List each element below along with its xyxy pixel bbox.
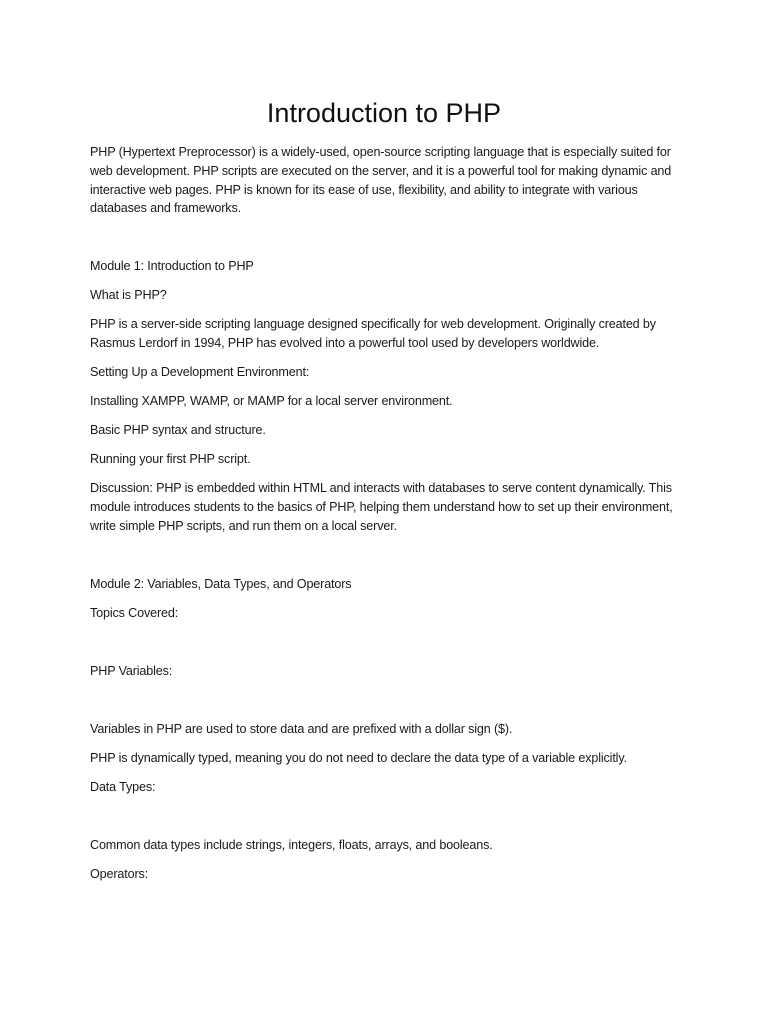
spacer <box>90 691 676 720</box>
spacer <box>90 228 676 257</box>
module1-item: Installing XAMPP, WAMP, or MAMP for a local server environment. <box>90 394 453 409</box>
module1-item: Basic PHP syntax and structure. <box>90 423 266 438</box>
spacer <box>90 807 676 836</box>
module1-what-is: What is PHP? <box>90 288 167 303</box>
module2-topics: Topics Covered: <box>90 605 179 620</box>
module1-discussion: Discussion: PHP is embedded within HTML and interacts with databases to serve content dynamically. This module introduces students to the basics of PHP, helping them understand how to set up their environment, write simple PHP scripts, and run them on a local server. <box>90 481 673 533</box>
intro-paragraph: PHP (Hypertext Preprocessor) is a widely-used, open-source scripting language that is especially suited for web development. PHP scripts are executed on the server, and it is a powerful tool for making dynamic and interactive web pages. PHP is known for its ease of use, flexibility, and ability to integrate with various databases and frameworks. <box>90 145 672 216</box>
page-title: Introduction to PHP <box>266 98 502 128</box>
module2-operators-heading: Operators: <box>90 866 148 881</box>
module2-datatypes-item: Common data types include strings, integers, floats, arrays, and booleans. <box>90 837 493 852</box>
module1-item: Running your first PHP script. <box>90 452 251 467</box>
spacer <box>90 546 676 575</box>
module2-variables-item: Variables in PHP are used to store data and are prefixed with a dollar sign ($). <box>90 721 513 736</box>
document-body <box>90 143 676 894</box>
module2-variables-item: PHP is dynamically typed, meaning you do not need to declare the data type of a variable explicitly. <box>90 750 627 765</box>
module1-description: PHP is a server-side scripting language designed specifically for web development. Originally created by Rasmus Lerdorf in 1994, PHP has evolved into a powerful tool used by developers worldwide. <box>90 317 656 351</box>
module2-variables-heading: PHP Variables: <box>90 663 173 678</box>
module1-heading: Module 1: Introduction to PHP <box>90 259 254 274</box>
module2-datatypes-heading: Data Types: <box>90 779 156 794</box>
module2-heading: Module 2: Variables, Data Types, and Operators <box>90 576 352 591</box>
spacer <box>90 633 676 662</box>
module1-setup-heading: Setting Up a Development Environment: <box>90 365 310 380</box>
